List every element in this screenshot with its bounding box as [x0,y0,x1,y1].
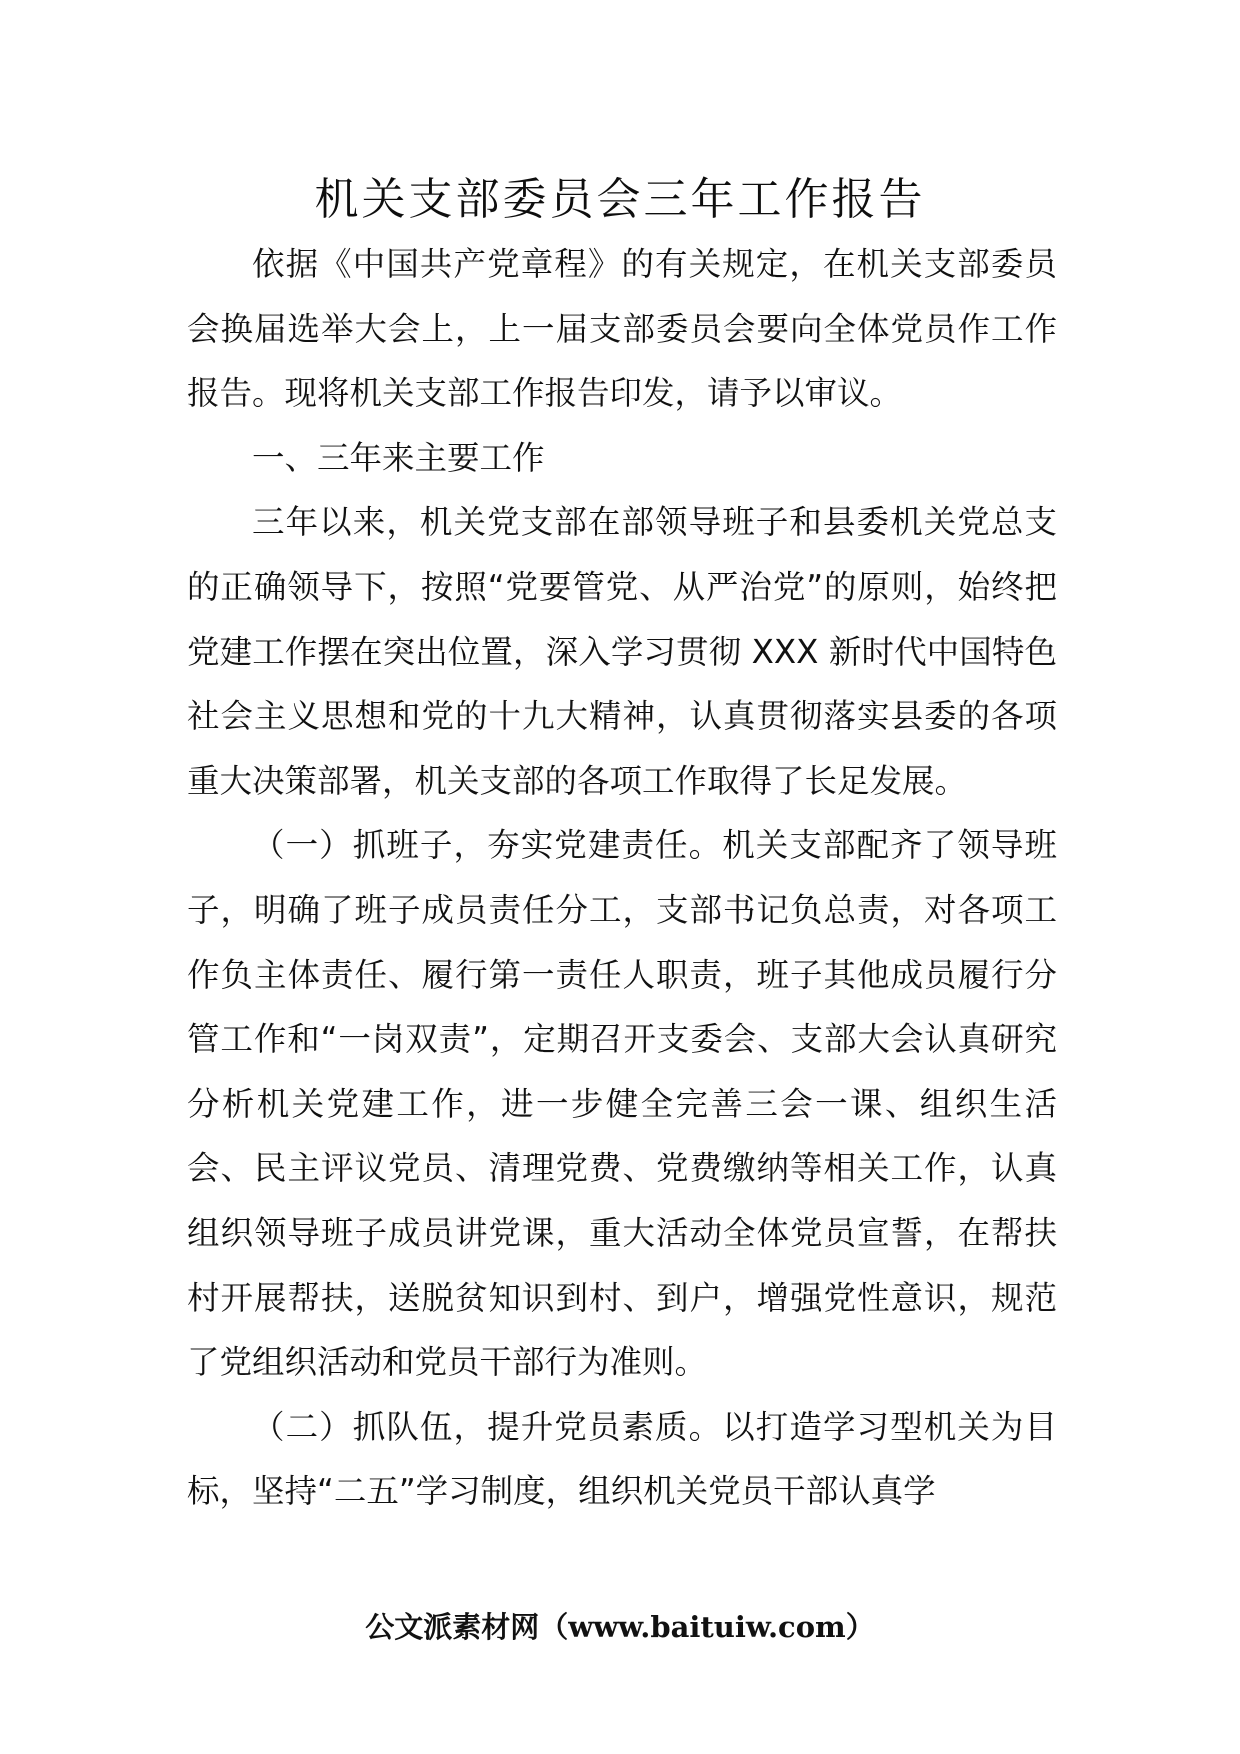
footer-watermark: 公文派素材网（www.baituiw.com） [365,1610,875,1644]
document-title: 机关支部委员会三年工作报告 [314,174,926,225]
intro-paragraph: 依据《中国共产党章程》的有关规定，在机关支部委员会换届选举大会上，上一届支部委员会要向全体党员作工作报告。现将机关支部工作报告印发，请予以审议。 [187,245,1057,413]
section-heading-1: 一、三年来主要工作 [252,438,545,477]
document-body [187,232,1057,1524]
subsection-1-paragraph: （一）抓班子，夯实党建责任。机关支部配齐了领导班子，明确了班子成员责任分工，支部书记负总责，对各项工作负主体责任、履行第一责任人职责，班子其他成员履行分管工作和“一岗双责”，定期召开支委会、支部大会认真研究分析机关党建工作，进一步健全完善三会一课、组织生活会、民主评议党员、清理党费、党费缴纳等相关工作，认真组织领导班子成员讲党课，重大活动全体党员宣誓，在帮扶村开展帮扶，送脱贫知识到村、到户，增强党性意识，规范了党组织活动和党员干部行为准则。 [187,826,1057,1382]
subsection-2-paragraph: （二）抓队伍，提升党员素质。以打造学习型机关为目标，坚持“二五”学习制度，组织机关党员干部认真学 [187,1407,1057,1511]
summary-paragraph: 三年以来，机关党支部在部领导班子和县委机关党总支的正确领导下，按照“党要管党、从严治党”的原则，始终把党建工作摆在突出位置，深入学习贯彻 XXX 新时代中国特色社会主义思想和党的十九大精神，认真贯彻落实县委的各项重大决策部署，机关支部的各项工作取得了长足发展。 [187,503,1057,800]
